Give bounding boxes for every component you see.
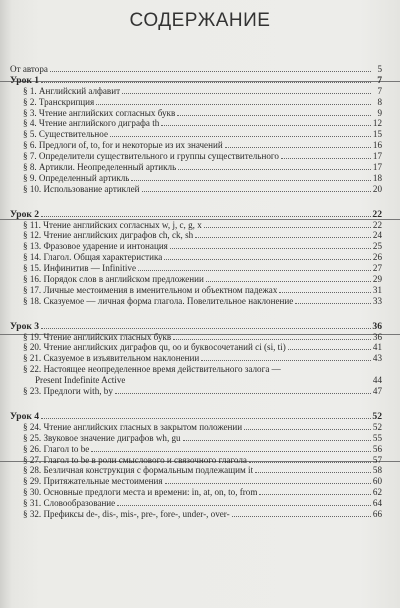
dot-leader <box>173 332 371 340</box>
toc-page-number: 64 <box>372 498 382 509</box>
toc-entry[interactable] <box>10 151 382 162</box>
dot-leader <box>288 342 371 350</box>
toc-entry-title: § 31. Словообразование <box>23 498 116 509</box>
toc-entry-title: § 25. Звуковое значение диграфов wh, gu <box>23 432 181 443</box>
dot-leader <box>183 433 371 441</box>
toc-entry[interactable] <box>10 487 382 498</box>
toc-page-number: 24 <box>372 230 382 241</box>
toc-page-number: 36 <box>372 331 382 342</box>
toc-entry[interactable] <box>10 465 382 476</box>
toc-entry[interactable] <box>10 118 382 129</box>
dot-leader <box>259 487 371 495</box>
toc-lesson-heading[interactable] <box>10 75 382 86</box>
toc-page-number: 12 <box>372 118 382 129</box>
toc-entry-title: § 1. Английский алфавит <box>23 85 121 96</box>
toc-page-number: 29 <box>372 274 382 285</box>
toc-entry-title: § 29. Притяжательные местоимения <box>23 476 163 487</box>
dot-leader <box>195 230 371 238</box>
toc-entry-title: § 24. Чтение английских гласных в закрытом положении <box>23 421 243 432</box>
toc-entry[interactable] <box>10 476 382 487</box>
toc-entry[interactable] <box>10 455 382 466</box>
toc-entry-title: § 8. Артикли. Неопределенный артикль <box>23 162 177 173</box>
toc-entry-title: Урок 1 <box>10 75 40 86</box>
toc-entry-title: § 30. Основные предлоги места и времени: in, at, on, to, from <box>23 487 258 498</box>
toc-entry-title: § 32. Префиксы de-, dis-, mis-, pre-, fore-, under-, over- <box>23 508 230 519</box>
dot-leader <box>178 162 371 170</box>
dot-leader <box>225 140 371 148</box>
toc-page-number: 43 <box>372 353 382 364</box>
toc-entry-title: § 13. Фразовое ударение и интонация <box>23 241 168 252</box>
toc-entry[interactable] <box>10 444 382 455</box>
toc-page-number: 57 <box>372 454 382 465</box>
toc-entry-title: § 18. Сказуемое — личная форма глагола. Повелительное наклонение <box>23 295 294 306</box>
toc-page-number: 62 <box>372 487 382 498</box>
toc-page-number: 60 <box>372 476 382 487</box>
dot-leader <box>255 465 371 473</box>
dot-leader <box>122 86 371 94</box>
page-title: СОДЕРЖАНИЕ <box>129 10 271 31</box>
dot-leader <box>295 296 371 304</box>
toc-entry-title: § 11. Чтение английских согласных w, j, c, g, x <box>23 219 202 230</box>
toc-entry-title: Урок 4 <box>10 411 40 422</box>
toc-page-number: 56 <box>372 443 382 454</box>
toc-page-number: 7 <box>377 85 382 96</box>
toc-page-number: 16 <box>372 140 382 151</box>
toc-entry-title: § 19. Чтение английских гласных букв <box>23 331 172 342</box>
toc-entry-title: Урок 2 <box>10 209 40 220</box>
toc-entry-title: Present Indefinite Active <box>35 375 126 386</box>
toc-page-number: 44 <box>372 375 382 386</box>
dot-leader <box>110 129 371 137</box>
toc-entry[interactable] <box>10 433 382 444</box>
toc-entry[interactable] <box>10 140 382 151</box>
toc-entry-title: § 20. Чтение английских диграфов qu, oo и буквосочетаний ci (si, ti) <box>23 342 286 353</box>
toc-entry-title: § 22. Настоящее неопределенное время действительного залога — <box>23 364 281 375</box>
toc-page-number: 47 <box>372 386 382 397</box>
dot-leader <box>142 184 371 192</box>
toc-entry-title: § 26. Глагол to be <box>23 443 90 454</box>
toc-entry-title: § 27. Глагол to be в роли смыслового и связочного глагола <box>23 454 247 465</box>
toc-page-number: 36 <box>372 320 382 332</box>
toc-entry-title: § 3. Чтение английских согласных букв <box>23 107 176 118</box>
dot-leader <box>249 455 371 463</box>
toc-entry[interactable] <box>10 498 382 509</box>
toc-entry-title: § 2. Транскрипция <box>23 96 95 107</box>
dot-leader <box>281 151 371 159</box>
toc-page-number: 5 <box>377 64 382 74</box>
dot-leader <box>164 252 371 260</box>
toc-entry-title: § 7. Определители существительного и группы существительного <box>23 151 279 162</box>
toc-entry[interactable] <box>10 252 382 263</box>
toc-entry[interactable] <box>10 263 382 274</box>
dot-leader <box>41 321 371 329</box>
dot-leader <box>138 263 371 271</box>
toc-entry[interactable] <box>10 422 382 433</box>
toc-page-number: 17 <box>372 162 382 173</box>
toc-entry-title: § 5. Существительное <box>23 129 108 140</box>
dot-leader <box>232 509 371 517</box>
toc-entry-title: § 14. Глагол. Общая характеристика <box>23 252 163 263</box>
dot-leader <box>115 386 371 394</box>
section-gap <box>10 307 382 321</box>
toc-lesson-heading[interactable] <box>10 209 382 220</box>
dot-leader <box>170 241 371 249</box>
toc-entry[interactable] <box>10 509 382 520</box>
toc-page-number: 26 <box>372 252 382 263</box>
dot-leader <box>50 64 371 72</box>
toc-entry-title: От автора <box>10 64 48 74</box>
dot-leader <box>96 97 371 105</box>
toc-entry-title: § 28. Безличная конструкция с формальным подлежащим it <box>23 465 254 476</box>
toc-entry[interactable] <box>10 108 382 119</box>
dot-leader <box>165 476 371 484</box>
toc-entry[interactable] <box>10 97 382 108</box>
table-of-contents <box>10 64 382 520</box>
toc-entry-title: Урок 3 <box>10 321 40 332</box>
toc-entry[interactable] <box>10 86 382 97</box>
section-gap <box>10 195 382 209</box>
dot-leader <box>204 220 371 228</box>
dot-leader <box>127 376 371 383</box>
toc-entry-title: § 6. Предлоги of, to, for и некоторые из их значений <box>23 140 223 151</box>
toc-page-number: 52 <box>372 410 382 422</box>
toc-page-number: 17 <box>372 151 382 162</box>
toc-entry[interactable] <box>10 162 382 173</box>
toc-entry-title: § 9. Определенный артикль <box>23 172 130 183</box>
toc-entry[interactable] <box>10 173 382 184</box>
dot-leader <box>91 444 371 452</box>
dot-leader <box>177 108 371 116</box>
toc-page-number: 8 <box>377 96 382 107</box>
toc-page-number: 52 <box>372 421 382 432</box>
toc-entry[interactable] <box>10 220 382 231</box>
toc-entry[interactable] <box>10 386 382 397</box>
toc-entry-title: § 17. Личные местоимения в именительном и объектном падежах <box>23 284 278 295</box>
toc-entry[interactable] <box>10 375 382 386</box>
toc-page-number: 41 <box>372 342 382 353</box>
toc-page-number: 20 <box>372 183 382 194</box>
toc-entry-title: § 15. Инфинитив — Infinitive <box>23 263 137 274</box>
dot-leader <box>201 353 371 361</box>
toc-entry[interactable] <box>10 274 382 285</box>
toc-entry[interactable] <box>10 296 382 307</box>
toc-page-number: 25 <box>372 241 382 252</box>
dot-leader <box>41 209 371 217</box>
section-gap <box>10 397 382 411</box>
toc-page-number: 18 <box>372 172 382 183</box>
toc-page-number: 9 <box>377 107 382 118</box>
toc-page-number: 7 <box>377 74 382 86</box>
toc-entry-title: § 23. Предлоги with, by <box>23 386 113 397</box>
toc-page-number: 55 <box>372 432 382 443</box>
toc-entry[interactable] <box>10 332 382 343</box>
dot-leader <box>117 498 371 506</box>
toc-entry-title: § 12. Чтение английских диграфов ch, ck, sh <box>23 230 194 241</box>
toc-page-number: 27 <box>372 263 382 274</box>
toc-entry-title: § 21. Сказуемое в изъявительном наклонении <box>23 353 200 364</box>
toc-entry[interactable] <box>10 342 382 353</box>
toc-entry-title: § 4. Чтение английского диграфа th <box>23 118 160 129</box>
toc-entry[interactable] <box>10 184 382 195</box>
toc-page-number: 33 <box>372 295 382 306</box>
toc-page-number: 22 <box>372 208 382 220</box>
toc-entry[interactable] <box>10 241 382 252</box>
toc-page-number: 58 <box>372 465 382 476</box>
toc-entry[interactable] <box>10 285 382 296</box>
toc-entry[interactable] <box>10 129 382 140</box>
dot-leader <box>206 274 371 282</box>
toc-entry[interactable] <box>10 64 382 75</box>
dot-leader <box>41 75 371 83</box>
toc-lesson-heading[interactable] <box>10 411 382 422</box>
dot-leader <box>244 422 371 430</box>
dot-leader <box>41 411 371 419</box>
dot-leader <box>279 285 371 293</box>
toc-page-number: 15 <box>372 129 382 140</box>
toc-lesson-heading[interactable] <box>10 321 382 332</box>
toc-page-number: 66 <box>372 508 382 519</box>
toc-entry-title: § 10. Использование артиклей <box>23 183 140 194</box>
toc-page-number: 22 <box>372 219 382 230</box>
toc-page-number: 31 <box>372 284 382 295</box>
toc-entry[interactable] <box>10 353 382 364</box>
dot-leader <box>161 118 371 126</box>
toc-entry-title: § 16. Порядок слов в английском предложении <box>23 274 204 285</box>
dot-leader <box>131 173 371 181</box>
toc-entry[interactable] <box>10 364 382 375</box>
toc-entry[interactable] <box>10 230 382 241</box>
